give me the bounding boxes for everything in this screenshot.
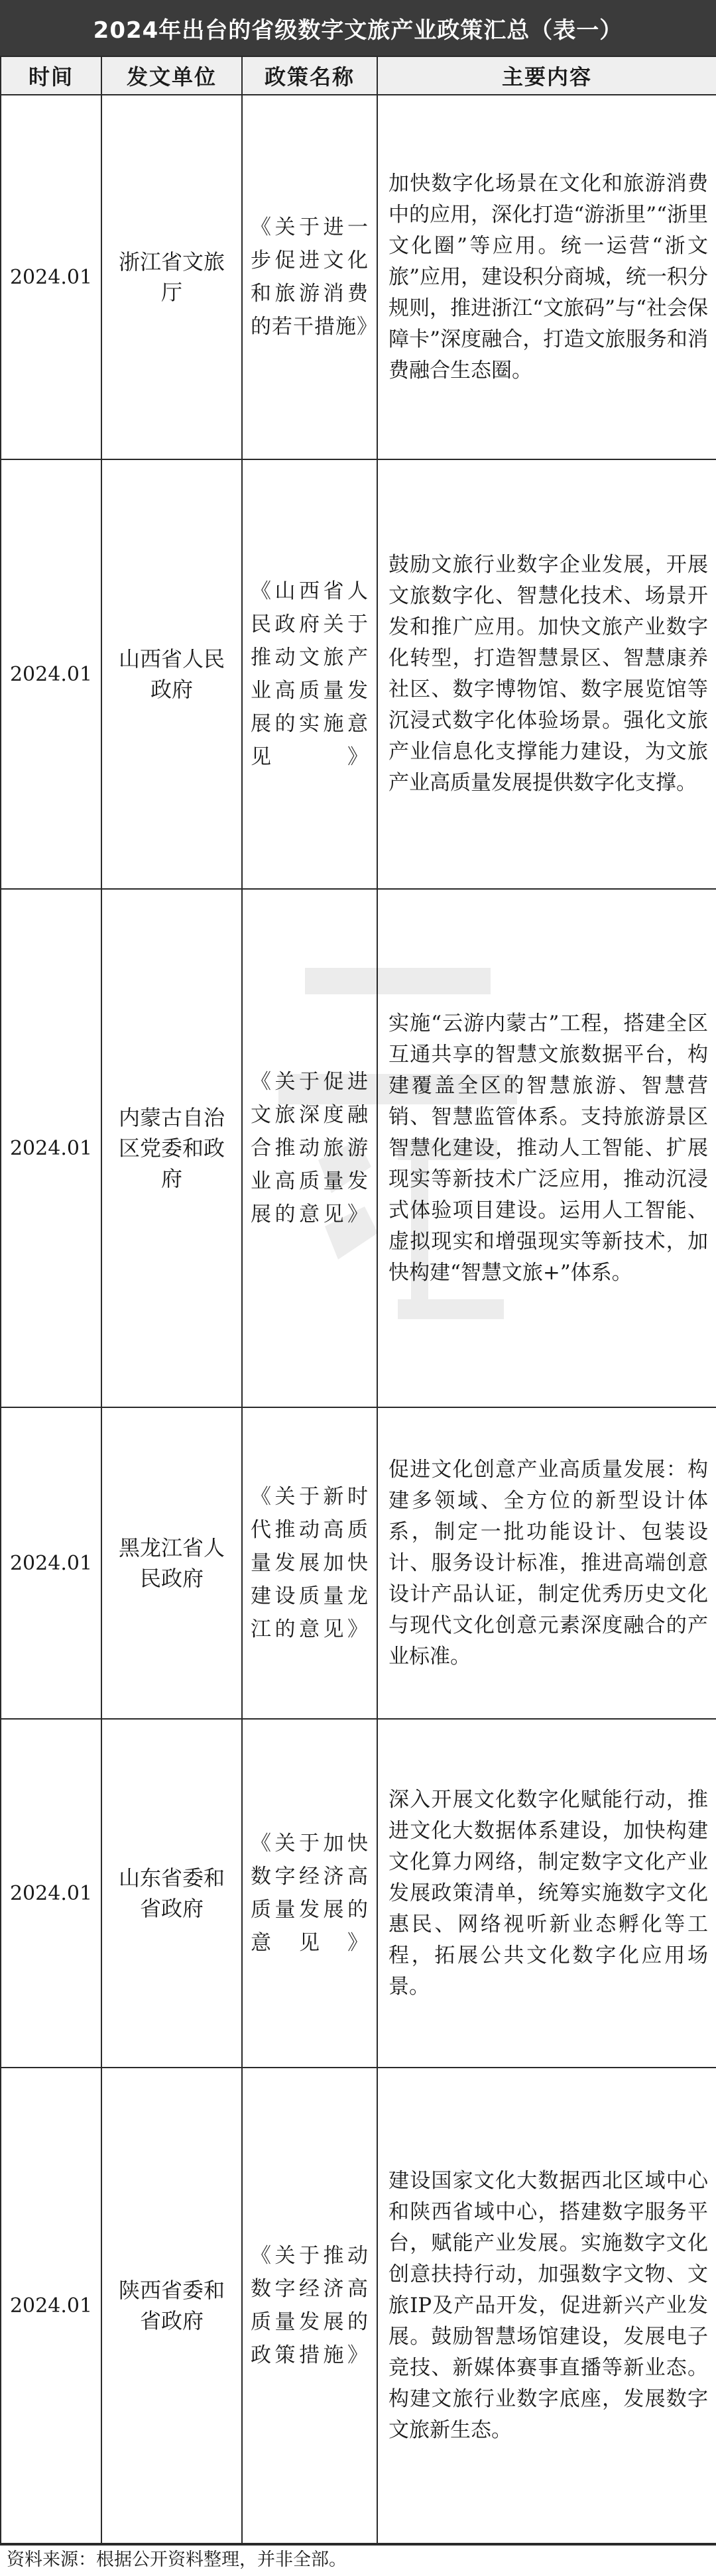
cell-content: 实施“云游内蒙古”工程，搭建全区互通共享的智慧文旅数据平台，构建覆盖全区的智慧旅游、智慧营销、智慧监管体系。支持旅游景区智慧化建设，推动人工智能、扩展现实等新技术广泛应用，推动沉浸式体验项目建设。运用人工智能、虚拟现实和增强现实等新技术，加快构建“智慧文旅+”体系。 [377, 889, 716, 1407]
cell-org: 陕西省委和省政府 [101, 2068, 242, 2544]
table-row [1, 1719, 716, 2068]
cell-time: 2024.01 [1, 95, 101, 459]
cell-content: 建设国家文化大数据西北区域中心和陕西省域中心，搭建数字服务平台，赋能产业发展。实施数字文化创意扶持行动，加强数字文物、文旅IP及产品开发，促进新兴产业发展。鼓励智慧场馆建设，发展电子竞技、新媒体赛事直播等新业态。构建文旅行业数字底座，发展数字文旅新生态。 [377, 2068, 716, 2544]
header-org: 发文单位 [101, 56, 242, 95]
table-row [1, 2068, 716, 2544]
cell-content: 促进文化创意产业高质量发展：构建多领域、全方位的新型设计体系，制定一批功能设计、包装设计、服务设计标准，推进高端创意设计产品认证，制定优秀历史文化与现代文化创意元素深度融合的产业标准。 [377, 1407, 716, 1719]
cell-policy-name: 《山西省人民政府关于推动文旅产业高质量发展的实施意见》 [242, 459, 377, 889]
cell-org: 浙江省文旅厅 [101, 95, 242, 459]
cell-org: 山东省委和省政府 [101, 1719, 242, 2068]
policy-table [0, 56, 716, 2544]
source-note: 资料来源：根据公开资料整理，并非全部。 [0, 2544, 716, 2576]
cell-policy-name: 《关于推动数字经济高质量发展的政策措施》 [242, 2068, 377, 2544]
cell-time: 2024.01 [1, 2068, 101, 2544]
table-row [1, 889, 716, 1407]
cell-time: 2024.01 [1, 889, 101, 1407]
cell-content: 鼓励文旅行业数字企业发展，开展文旅数字化、智慧化技术、场景开发和推广应用。加快文旅产业数字化转型，打造智慧景区、智慧康养社区、数字博物馆、数字展览馆等沉浸式数字化体验场景。强化文旅产业信息化支撑能力建设，为文旅产业高质量发展提供数字化支撑。 [377, 459, 716, 889]
header-name: 政策名称 [242, 56, 377, 95]
table-title: 2024年出台的省级数字文旅产业政策汇总（表一） [0, 0, 716, 56]
table-row [1, 459, 716, 889]
cell-policy-name: 《关于促进文旅深度融合推动旅游业高质量发展的意见》 [242, 889, 377, 1407]
cell-policy-name: 《关于进一步促进文化和旅游消费的若干措施》 [242, 95, 377, 459]
cell-org: 黑龙江省人民政府 [101, 1407, 242, 1719]
cell-policy-name: 《关于新时代推动高质量发展加快建设质量龙江的意见》 [242, 1407, 377, 1719]
cell-time: 2024.01 [1, 1719, 101, 2068]
cell-org: 山西省人民政府 [101, 459, 242, 889]
cell-time: 2024.01 [1, 459, 101, 889]
header-content: 主要内容 [377, 56, 716, 95]
header-row [1, 56, 716, 95]
header-time: 时间 [1, 56, 101, 95]
table-row [1, 95, 716, 459]
cell-org: 内蒙古自治区党委和政府 [101, 889, 242, 1407]
cell-content: 深入开展文化数字化赋能行动，推进文化大数据体系建设，加快构建文化算力网络，制定数字文化产业发展政策清单，统筹实施数字文化惠民、网络视听新业态孵化等工程，拓展公共文化数字化应用场景。 [377, 1719, 716, 2068]
cell-time: 2024.01 [1, 1407, 101, 1719]
table-row [1, 1407, 716, 1719]
cell-content: 加快数字化场景在文化和旅游消费中的应用，深化打造“游浙里”“浙里文化圈”等应用。统一运营“浙文旅”应用，建设积分商城，统一积分规则，推进浙江“文旅码”与“社会保障卡”深度融合，打造文旅服务和消费融合生态圈。 [377, 95, 716, 459]
cell-policy-name: 《关于加快数字经济高质量发展的意见》 [242, 1719, 377, 2068]
